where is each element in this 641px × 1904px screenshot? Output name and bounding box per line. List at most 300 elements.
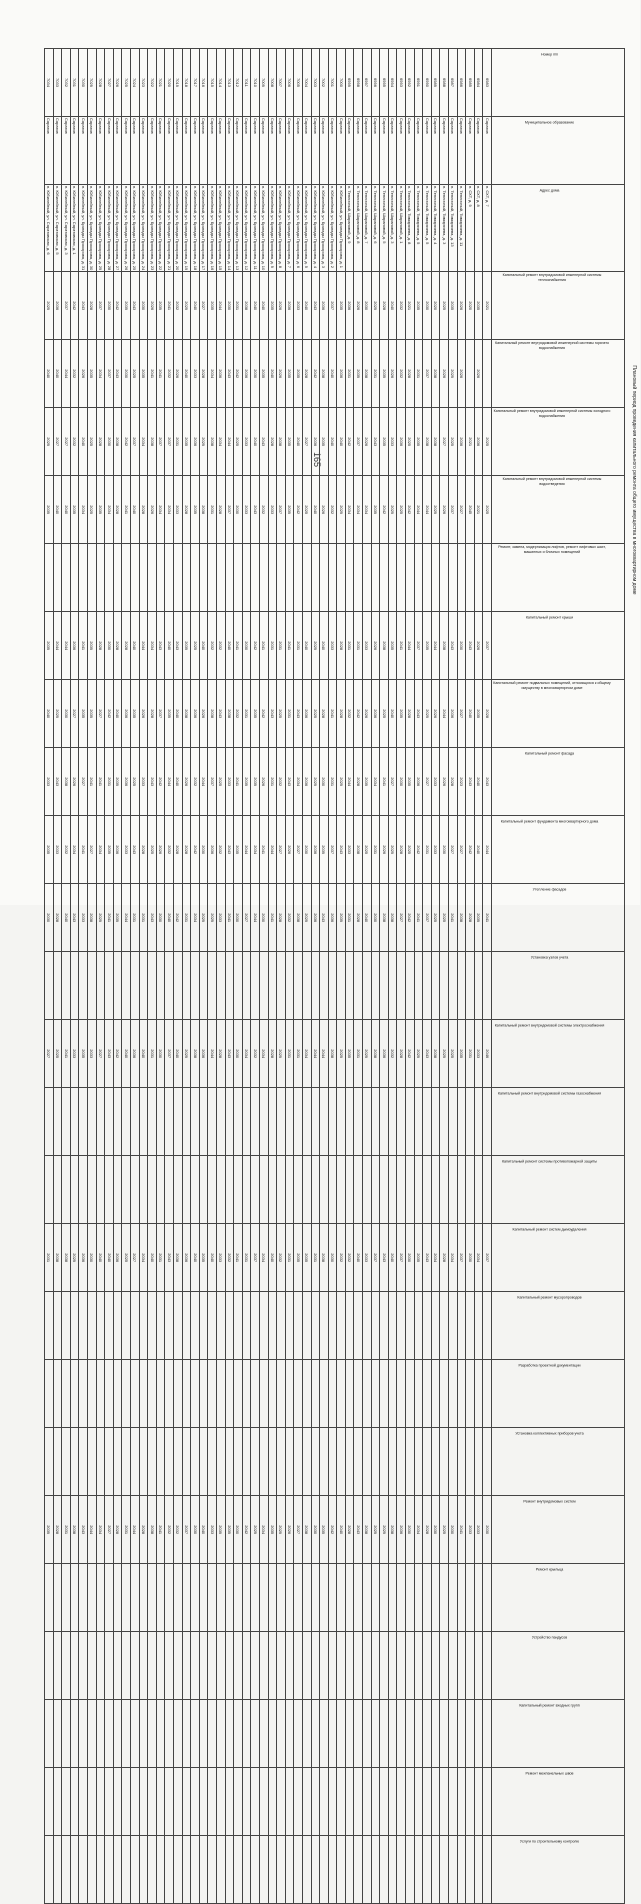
year-cell: 2040 <box>79 408 88 476</box>
year-cell <box>337 1836 346 1904</box>
year-cell <box>277 1292 286 1360</box>
year-cell <box>363 1632 372 1700</box>
year-cell <box>431 544 440 612</box>
year-cell: 2029 <box>414 1020 423 1088</box>
year-cell: 2039 <box>217 1496 226 1564</box>
year-cell: 2036 <box>449 680 458 748</box>
year-cell <box>431 1768 440 1836</box>
year-cell: 2026 <box>440 748 449 816</box>
address-cell: п. Тепличный, Шараповой, д. 3 <box>388 185 397 272</box>
year-cell: 2038 <box>148 1496 157 1564</box>
year-cell: 2032 <box>285 884 294 952</box>
year-cell: 2028 <box>113 476 122 544</box>
address-cell: п. Тепличный, Тимирязева, д. 13 <box>449 185 458 272</box>
year-cell: 2035 <box>457 1020 466 1088</box>
year-cell: 2040 <box>113 680 122 748</box>
year-cell <box>466 1632 475 1700</box>
year-cell: 2044 <box>88 1496 97 1564</box>
year-cell: 2031 <box>268 612 277 680</box>
year-cell: 2035 <box>414 272 423 340</box>
year-cell: 2029 <box>302 884 311 952</box>
year-cell: 2032 <box>208 612 217 680</box>
table-row <box>457 49 466 1904</box>
year-cell: 2035 <box>320 408 329 476</box>
table-row <box>483 49 492 1904</box>
year-cell: 2026 <box>259 748 268 816</box>
year-cell <box>302 1564 311 1632</box>
year-cell: 2027 <box>199 272 208 340</box>
year-cell: 2036 <box>457 408 466 476</box>
year-cell <box>302 1428 311 1496</box>
year-cell: 2042 <box>251 612 260 680</box>
year-cell <box>311 1428 320 1496</box>
year-cell: 2034 <box>105 476 114 544</box>
year-cell: 2028 <box>113 1496 122 1564</box>
year-cell <box>294 1700 303 1768</box>
row-number-cell: 7024 <box>131 49 140 117</box>
year-cell: 2034 <box>208 340 217 408</box>
year-cell <box>251 1088 260 1156</box>
municipality-cell: Саратов <box>320 117 329 185</box>
year-cell: 2038 <box>423 408 432 476</box>
year-cell: 2034 <box>414 1496 423 1564</box>
year-cell <box>320 1088 329 1156</box>
year-cell: 2042 <box>234 340 243 408</box>
year-cell <box>337 1156 346 1224</box>
year-cell <box>406 1564 415 1632</box>
year-cell <box>62 1428 71 1496</box>
year-cell <box>88 1564 97 1632</box>
year-cell <box>466 1156 475 1224</box>
year-cell: 2030 <box>466 1224 475 1292</box>
year-cell: 2043 <box>449 612 458 680</box>
year-cell <box>225 1292 234 1360</box>
year-cell <box>139 1768 148 1836</box>
year-cell: 2032 <box>217 816 226 884</box>
year-cell <box>414 1632 423 1700</box>
year-cell: 2031 <box>148 1020 157 1088</box>
year-cell <box>96 1700 105 1768</box>
year-cell <box>363 952 372 1020</box>
year-cell: 2043 <box>79 1496 88 1564</box>
year-cell: 2041 <box>380 748 389 816</box>
year-cell: 2029 <box>431 476 440 544</box>
year-cell <box>466 1768 475 1836</box>
year-cell <box>131 544 140 612</box>
column-header-label: Капитальный ремонт подвальных помещений, относящихся к общему имуществу в многоквартирном доме <box>493 681 611 691</box>
year-cell: 2040 <box>53 340 62 408</box>
year-cell: 2020 <box>431 272 440 340</box>
year-cell: 2025 <box>191 612 200 680</box>
row-number-cell: 6997 <box>363 49 372 117</box>
column-header <box>492 408 625 476</box>
year-cell <box>311 1292 320 1360</box>
year-cell: 2041 <box>156 340 165 408</box>
year-cell: 2033 <box>328 612 337 680</box>
year-cell: 2026 <box>148 272 157 340</box>
year-cell: 2027 <box>457 476 466 544</box>
year-cell: 2043 <box>294 680 303 748</box>
year-cell <box>191 1632 200 1700</box>
row-number-cell: 7008 <box>268 49 277 117</box>
year-cell <box>431 1836 440 1904</box>
year-cell <box>199 952 208 1020</box>
year-cell: 2044 <box>414 476 423 544</box>
year-cell <box>328 1700 337 1768</box>
year-cell <box>285 1156 294 1224</box>
year-cell <box>397 1088 406 1156</box>
year-cell <box>182 1564 191 1632</box>
municipality-cell: Саратов <box>191 117 200 185</box>
year-cell: 2032 <box>345 1224 354 1292</box>
year-cell: 2038 <box>440 612 449 680</box>
year-cell <box>182 1088 191 1156</box>
year-cell <box>268 1564 277 1632</box>
year-cell <box>234 544 243 612</box>
year-cell: 2040 <box>96 1224 105 1292</box>
year-cell: 2030 <box>431 1496 440 1564</box>
municipality-cell: Саратов <box>70 117 79 185</box>
table-row <box>277 49 286 1904</box>
municipality-cell: Саратов <box>431 117 440 185</box>
year-cell <box>311 1088 320 1156</box>
year-cell <box>388 1292 397 1360</box>
year-cell: 2026 <box>277 340 286 408</box>
year-cell <box>53 1156 62 1224</box>
year-cell <box>363 1088 372 1156</box>
year-cell <box>423 1768 432 1836</box>
year-cell: 2031 <box>345 884 354 952</box>
year-cell: 2035 <box>345 1020 354 1088</box>
year-cell <box>449 1360 458 1428</box>
year-cell: 2038 <box>225 680 234 748</box>
year-cell: 2027 <box>242 884 251 952</box>
year-cell: 2020 <box>466 272 475 340</box>
year-cell: 2036 <box>311 884 320 952</box>
row-number-cell: 7020 <box>165 49 174 117</box>
year-cell: 2030 <box>406 1496 415 1564</box>
year-cell: 2040 <box>45 680 54 748</box>
year-cell: 2038 <box>174 1224 183 1292</box>
municipality-cell: Саратов <box>174 117 183 185</box>
year-cell <box>457 544 466 612</box>
year-cell <box>294 1768 303 1836</box>
year-cell: 2040 <box>62 476 71 544</box>
year-cell: 2038 <box>302 1496 311 1564</box>
column-header-label: Разработка проектной документации <box>518 1363 581 1368</box>
year-cell: 2029 <box>45 272 54 340</box>
year-cell: 2028 <box>397 1020 406 1088</box>
table-row <box>328 49 337 1904</box>
year-cell <box>277 1428 286 1496</box>
year-cell <box>259 1428 268 1496</box>
year-cell: 2028 <box>337 680 346 748</box>
year-cell: 2034 <box>96 816 105 884</box>
year-cell <box>320 1292 329 1360</box>
year-cell: 2037 <box>251 1224 260 1292</box>
row-number-cell: 7005 <box>294 49 303 117</box>
municipality-cell: Саратов <box>406 117 415 185</box>
row-number-cell: 7025 <box>122 49 131 117</box>
year-cell: 2040 <box>251 272 260 340</box>
year-cell <box>96 1428 105 1496</box>
row-number-cell: 7010 <box>251 49 260 117</box>
year-cell: 2037 <box>225 476 234 544</box>
table-row <box>182 49 191 1904</box>
year-cell: 2030 <box>88 1224 97 1292</box>
year-cell <box>156 1156 165 1224</box>
year-cell: 2044 <box>251 884 260 952</box>
year-cell: 2030 <box>483 1496 492 1564</box>
year-cell: 2036 <box>302 680 311 748</box>
year-cell: 2039 <box>45 612 54 680</box>
year-cell: 2040 <box>182 340 191 408</box>
year-cell: 2028 <box>139 1496 148 1564</box>
year-cell <box>277 1768 286 1836</box>
row-number-cell: 6986 <box>457 49 466 117</box>
year-cell: 2030 <box>234 1020 243 1088</box>
year-cell <box>174 544 183 612</box>
address-cell: п. Юбилейный, ул. Саратовская, д. 6 <box>45 185 54 272</box>
year-cell: 2033 <box>363 612 372 680</box>
year-cell: 2032 <box>217 612 226 680</box>
year-cell: 2026 <box>199 680 208 748</box>
year-cell <box>70 1156 79 1224</box>
year-cell <box>414 1768 423 1836</box>
year-cell <box>251 1632 260 1700</box>
municipality-cell: Саратов <box>45 117 54 185</box>
year-cell: 2031 <box>311 1224 320 1292</box>
municipality-cell: Саратов <box>113 117 122 185</box>
year-cell: 2036 <box>397 1496 406 1564</box>
year-cell <box>363 1292 372 1360</box>
municipality-cell: Саратов <box>259 117 268 185</box>
row-number-cell: 7002 <box>320 49 329 117</box>
year-cell: 2027 <box>79 748 88 816</box>
year-cell <box>148 1156 157 1224</box>
address-cell: п. Тепличный, Тимирязева, д. 4 <box>431 185 440 272</box>
year-cell: 2044 <box>217 272 226 340</box>
year-cell <box>406 1700 415 1768</box>
year-cell: 2030 <box>122 340 131 408</box>
year-cell: 2042 <box>406 1020 415 1088</box>
year-cell: 2023 <box>457 748 466 816</box>
year-cell: 2031 <box>122 1496 131 1564</box>
year-cell: 2042 <box>113 1020 122 1088</box>
year-cell <box>414 952 423 1020</box>
municipality-cell: Саратов <box>156 117 165 185</box>
year-cell: 2043 <box>53 748 62 816</box>
year-cell <box>337 1428 346 1496</box>
year-cell: 2044 <box>345 748 354 816</box>
year-cell: 2032 <box>277 1224 286 1292</box>
year-cell <box>371 1428 380 1496</box>
year-cell <box>397 544 406 612</box>
table-row <box>70 49 79 1904</box>
table-row <box>165 49 174 1904</box>
year-cell <box>457 1088 466 1156</box>
table-row <box>113 49 122 1904</box>
year-cell: 2030 <box>371 884 380 952</box>
year-cell <box>62 1700 71 1768</box>
year-cell: 2028 <box>217 476 226 544</box>
column-header <box>492 185 625 272</box>
year-cell: 2042 <box>70 272 79 340</box>
year-cell <box>371 1088 380 1156</box>
year-cell: 2034 <box>345 476 354 544</box>
year-cell <box>380 1428 389 1496</box>
year-cell <box>62 1292 71 1360</box>
year-cell: 2040 <box>337 1496 346 1564</box>
year-cell: 2027 <box>302 408 311 476</box>
year-cell <box>449 1156 458 1224</box>
year-cell: 2034 <box>302 1020 311 1088</box>
year-cell <box>311 1836 320 1904</box>
year-cell: 2041 <box>122 476 131 544</box>
year-cell <box>242 1088 251 1156</box>
year-cell: 2033 <box>431 816 440 884</box>
year-cell <box>311 1564 320 1632</box>
year-cell <box>363 1156 372 1224</box>
year-cell <box>474 1088 483 1156</box>
table-row <box>234 49 243 1904</box>
year-cell <box>208 1700 217 1768</box>
municipality-cell: Саратов <box>79 117 88 185</box>
year-cell <box>217 1768 226 1836</box>
year-cell <box>277 952 286 1020</box>
row-number-cell: 7006 <box>285 49 294 117</box>
year-cell <box>388 1428 397 1496</box>
year-cell <box>397 1292 406 1360</box>
year-cell: 2034 <box>259 1224 268 1292</box>
year-cell <box>483 1292 492 1360</box>
year-cell <box>285 952 294 1020</box>
table-row <box>208 49 217 1904</box>
year-cell: 2039 <box>88 612 97 680</box>
year-cell <box>191 1156 200 1224</box>
address-cell: п. Тепличный, Тимирязева, д. 3 <box>440 185 449 272</box>
year-cell: 2036 <box>311 408 320 476</box>
year-cell: 2034 <box>139 1224 148 1292</box>
year-cell: 2033 <box>191 340 200 408</box>
year-cell: 2029 <box>277 1496 286 1564</box>
year-cell: 2036 <box>302 748 311 816</box>
year-cell <box>251 952 260 1020</box>
row-number-cell: 7016 <box>199 49 208 117</box>
address-cell: п. Юбилейный, ул. Саратовская, д. 3 <box>62 185 71 272</box>
year-cell: 2028 <box>354 748 363 816</box>
year-cell: 2040 <box>259 272 268 340</box>
year-cell: 2036 <box>199 1020 208 1088</box>
year-cell: 2041 <box>156 1496 165 1564</box>
year-cell: 2036 <box>191 408 200 476</box>
year-cell <box>217 952 226 1020</box>
year-cell <box>217 1632 226 1700</box>
year-cell: 2040 <box>225 612 234 680</box>
year-cell: 2040 <box>474 816 483 884</box>
year-cell <box>388 1564 397 1632</box>
year-cell <box>105 1156 114 1224</box>
year-cell <box>466 1700 475 1768</box>
year-cell <box>79 544 88 612</box>
municipality-cell: Саратов <box>122 117 131 185</box>
year-cell: 2035 <box>199 1224 208 1292</box>
year-cell <box>457 1292 466 1360</box>
year-cell <box>182 1360 191 1428</box>
address-cell: п. Юбилейный, ул. Бригады Прохорова, д. 3 <box>320 185 329 272</box>
year-cell: 2037 <box>165 1020 174 1088</box>
year-cell <box>328 544 337 612</box>
year-cell: 2031 <box>62 1496 71 1564</box>
year-cell <box>414 1088 423 1156</box>
year-cell: 2035 <box>88 340 97 408</box>
year-cell: 2034 <box>96 1496 105 1564</box>
year-cell <box>268 952 277 1020</box>
year-cell: 2043 <box>259 408 268 476</box>
year-cell: 2036 <box>320 272 329 340</box>
year-cell: 2039 <box>182 612 191 680</box>
table-header-row <box>492 49 625 1904</box>
year-cell: 2031 <box>277 612 286 680</box>
year-cell: 2037 <box>277 476 286 544</box>
year-cell <box>148 952 157 1020</box>
year-cell: 2026 <box>79 340 88 408</box>
year-cell <box>139 1428 148 1496</box>
year-cell <box>397 952 406 1020</box>
year-cell <box>208 1156 217 1224</box>
year-cell: 2026 <box>174 340 183 408</box>
address-cell: п. Юбилейный, ул. Бригады Прохорова, д. 21 <box>166 186 172 271</box>
year-cell <box>174 1632 183 1700</box>
year-cell <box>217 1428 226 1496</box>
year-cell <box>457 1768 466 1836</box>
year-cell <box>414 1292 423 1360</box>
year-cell: 2040 <box>268 340 277 408</box>
year-cell: 2027 <box>449 816 458 884</box>
year-cell <box>156 1768 165 1836</box>
year-cell <box>79 952 88 1020</box>
year-cell <box>449 1428 458 1496</box>
year-cell <box>311 1360 320 1428</box>
year-cell <box>105 1292 114 1360</box>
year-cell: 2026 <box>371 612 380 680</box>
year-cell: 2028 <box>397 816 406 884</box>
year-cell <box>457 1428 466 1496</box>
page-number: 165 <box>312 452 322 468</box>
year-cell <box>457 1836 466 1904</box>
year-cell: 2040 <box>139 1020 148 1088</box>
year-cell: 2036 <box>397 408 406 476</box>
year-cell: 2037 <box>483 612 492 680</box>
year-cell <box>354 1836 363 1904</box>
year-cell <box>122 952 131 1020</box>
year-cell: 2029 <box>53 680 62 748</box>
municipality-cell: Саратов <box>96 117 105 185</box>
column-header <box>492 544 625 612</box>
year-cell <box>234 1292 243 1360</box>
year-cell: 2029 <box>337 476 346 544</box>
year-cell: 2030 <box>406 1224 415 1292</box>
year-cell: 2036 <box>113 816 122 884</box>
year-cell: 2036 <box>208 816 217 884</box>
year-cell: 2026 <box>156 816 165 884</box>
year-cell: 2028 <box>449 748 458 816</box>
year-cell <box>328 1632 337 1700</box>
address-cell: п. Тепличный, Тимирязева, д. 8 <box>406 185 415 272</box>
year-cell <box>259 1156 268 1224</box>
year-cell <box>423 1292 432 1360</box>
address-cell: п. СХТ, д. 7 <box>483 185 492 272</box>
